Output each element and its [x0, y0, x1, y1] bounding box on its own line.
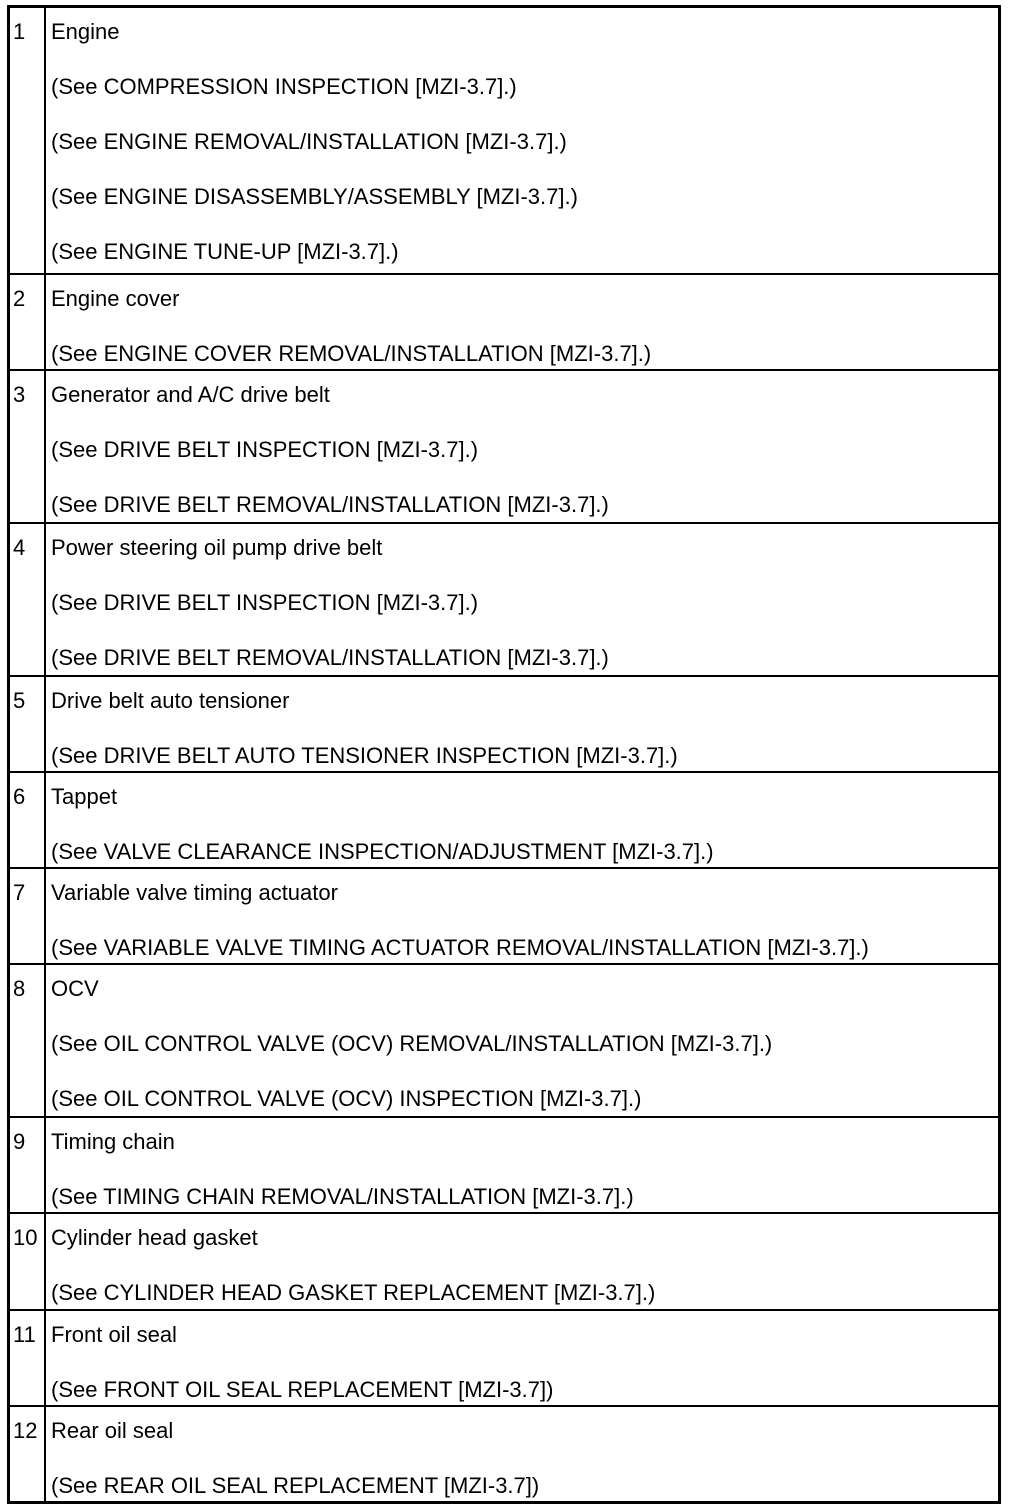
component-name: Variable valve timing actuator: [51, 880, 338, 906]
item-number-cell: [10, 868, 45, 964]
item-number: 7: [13, 880, 26, 906]
item-number-cell: [10, 772, 45, 868]
procedure-reference: (See ENGINE TUNE-UP [MZI-3.7].): [51, 239, 399, 264]
table-row: [10, 772, 998, 868]
item-number-cell: [10, 523, 45, 676]
item-description-cell: [45, 370, 998, 523]
procedure-reference: (See DRIVE BELT AUTO TENSIONER INSPECTION [MZI-3.7].): [51, 742, 678, 768]
parts-table-body: [10, 8, 998, 1501]
component-name: Rear oil seal: [51, 1417, 174, 1443]
procedure-reference: (See COMPRESSION INSPECTION [MZI-3.7].): [51, 74, 517, 99]
table-row: [10, 868, 998, 964]
item-number-cell: [10, 1117, 45, 1213]
procedure-reference: (See OIL CONTROL VALVE (OCV) REMOVAL/INSTALLATION [MZI-3.7].): [51, 1031, 773, 1057]
table-row: [10, 1117, 998, 1213]
item-number: 10: [13, 1225, 38, 1251]
item-number-cell: [10, 1406, 45, 1501]
procedure-reference: (See DRIVE BELT INSPECTION [MZI-3.7].): [51, 589, 479, 615]
component-name: Engine: [51, 19, 120, 44]
procedure-reference: (See ENGINE COVER REMOVAL/INSTALLATION [MZI-3.7].): [51, 340, 652, 366]
table-row: [10, 8, 998, 274]
item-number: 8: [13, 976, 26, 1002]
table-row: [10, 274, 998, 370]
item-description-cell: [45, 772, 998, 868]
component-name: Power steering oil pump drive belt: [51, 534, 383, 560]
procedure-reference: (See ENGINE REMOVAL/INSTALLATION [MZI-3.7].): [51, 129, 567, 154]
table-row: [10, 964, 998, 1117]
procedure-reference: (See DRIVE BELT REMOVAL/INSTALLATION [MZI-3.7].): [51, 491, 609, 517]
item-number: 5: [13, 687, 26, 713]
component-name: Front oil seal: [51, 1321, 177, 1347]
item-description-cell: [45, 676, 998, 772]
item-number: 12: [13, 1417, 38, 1443]
component-name: Drive belt auto tensioner: [51, 687, 290, 713]
procedure-reference: (See REAR OIL SEAL REPLACEMENT [MZI-3.7]): [51, 1472, 540, 1498]
table-row: [10, 523, 998, 676]
procedure-reference: (See CYLINDER HEAD GASKET REPLACEMENT [MZI-3.7].): [51, 1280, 656, 1306]
table-row: [10, 1406, 998, 1501]
item-number: 6: [13, 784, 26, 810]
procedure-reference: (See FRONT OIL SEAL REPLACEMENT [MZI-3.7]): [51, 1376, 554, 1402]
item-description-cell: [45, 274, 998, 370]
table-row: [10, 1310, 998, 1406]
procedure-reference: (See DRIVE BELT INSPECTION [MZI-3.7].): [51, 436, 479, 462]
item-description-cell: [45, 8, 998, 274]
component-name: Cylinder head gasket: [51, 1225, 258, 1251]
item-number: 4: [13, 534, 26, 560]
component-name: Generator and A/C drive belt: [51, 381, 330, 407]
parts-table: [10, 8, 998, 1501]
item-number: 2: [13, 285, 26, 311]
item-description-cell: [45, 523, 998, 676]
item-number-cell: [10, 370, 45, 523]
item-description-cell: [45, 1117, 998, 1213]
item-number: 3: [13, 381, 26, 407]
table-row: [10, 1213, 998, 1309]
procedure-reference: (See VALVE CLEARANCE INSPECTION/ADJUSTMENT [MZI-3.7].): [51, 839, 714, 865]
parts-reference-table: [7, 5, 1001, 1504]
item-number-cell: [10, 8, 45, 274]
item-description-cell: [45, 1213, 998, 1309]
item-number: 1: [13, 19, 26, 44]
component-name: Timing chain: [51, 1129, 175, 1155]
component-name: Engine cover: [51, 285, 180, 311]
procedure-reference: (See VARIABLE VALVE TIMING ACTUATOR REMOVAL/INSTALLATION [MZI-3.7].): [51, 935, 869, 961]
item-number-cell: [10, 964, 45, 1117]
table-row: [10, 370, 998, 523]
component-name: Tappet: [51, 784, 118, 810]
item-number-cell: [10, 274, 45, 370]
item-number: 9: [13, 1129, 26, 1155]
table-row: [10, 676, 998, 772]
item-number-cell: [10, 1310, 45, 1406]
item-number-cell: [10, 1213, 45, 1309]
procedure-reference: (See ENGINE DISASSEMBLY/ASSEMBLY [MZI-3.7].): [51, 184, 578, 209]
item-description-cell: [45, 1310, 998, 1406]
procedure-reference: (See OIL CONTROL VALVE (OCV) INSPECTION [MZI-3.7].): [51, 1086, 642, 1112]
item-number: 11: [13, 1321, 36, 1347]
component-name: OCV: [51, 976, 99, 1002]
item-number-cell: [10, 676, 45, 772]
item-description-cell: [45, 964, 998, 1117]
item-description-cell: [45, 1406, 998, 1501]
procedure-reference: (See DRIVE BELT REMOVAL/INSTALLATION [MZI-3.7].): [51, 644, 609, 670]
item-description-cell: [45, 868, 998, 964]
procedure-reference: (See TIMING CHAIN REMOVAL/INSTALLATION [MZI-3.7].): [51, 1184, 634, 1210]
